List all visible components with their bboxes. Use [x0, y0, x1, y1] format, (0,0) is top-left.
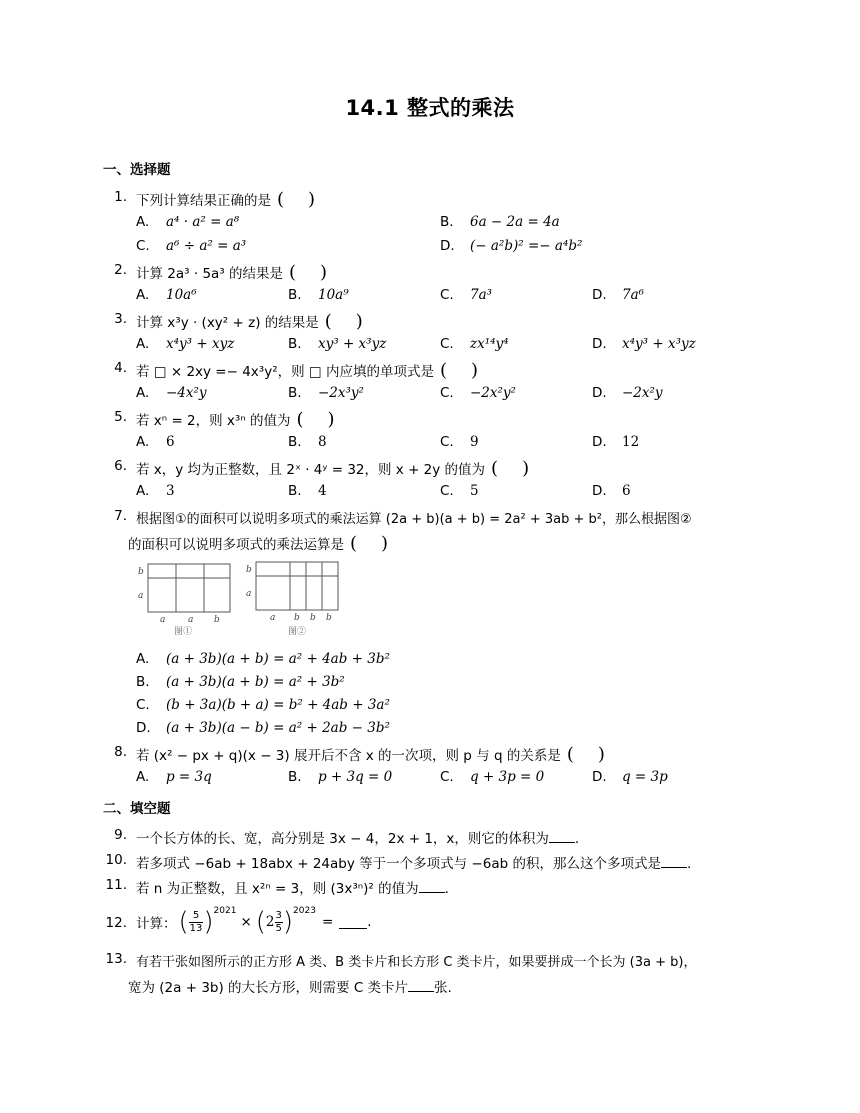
question-text: 若 x，y 均为正整数，且 2ˣ · 4ʸ = 32，则 x + 2y 的值为 ( ): [136, 458, 530, 479]
option-d[interactable]: D. q = 3p: [592, 769, 668, 785]
svg-text:a: a: [160, 615, 166, 625]
figure-1: [132, 558, 237, 640]
option-d[interactable]: D. (− a²b)² =− a⁴b²: [440, 238, 583, 254]
question-text: 若 □ × 2xy =− 4x³y²，则 □ 内应填的单项式是 ( ): [136, 360, 479, 381]
question-number: 5.: [114, 409, 127, 425]
option-a[interactable]: A. a⁴ · a² = a⁸: [136, 214, 240, 230]
question-number: 13.: [105, 951, 127, 967]
answer-blank[interactable]: [419, 880, 445, 893]
option-a[interactable]: A. −4x²y: [136, 385, 207, 401]
option-d[interactable]: D. 12: [592, 434, 640, 450]
option-b[interactable]: B. xy³ + x³yz: [288, 336, 387, 352]
fraction: 5 13: [189, 909, 203, 934]
option-a[interactable]: A. 10a⁶: [136, 287, 197, 303]
option-c[interactable]: C. a⁶ ÷ a² = a³: [136, 238, 247, 254]
section-heading-fill: 二、填空题: [103, 801, 171, 817]
question-text: 计算： ( 5 13 ) 2021 × ( 2 3 5 ) 2023 = .: [136, 906, 372, 937]
option-c[interactable]: C. −2x²y²: [440, 385, 516, 401]
svg-text:b: b: [310, 613, 316, 623]
question-number: 7.: [114, 508, 127, 524]
option-c[interactable]: C. q + 3p = 0: [440, 769, 545, 785]
question-text: 若 (x² − px + q)(x − 3) 展开后不含 x 的一次项，则 p 与 q 的关系是 ( ): [136, 744, 605, 765]
question-number: 4.: [114, 360, 127, 376]
option-b[interactable]: B. (a + 3b)(a + b) = a² + 3b²: [136, 674, 345, 690]
option-d[interactable]: D. −2x²y: [592, 385, 663, 401]
question-number: 10.: [105, 852, 127, 868]
answer-blank[interactable]: [408, 979, 434, 992]
figure-2: [244, 558, 344, 640]
question-number: 12.: [105, 915, 127, 931]
question-text: 计算 2a³ · 5a³ 的结果是 ( ): [136, 262, 328, 283]
option-d[interactable]: D. (a + 3b)(a − b) = a² + 2ab − 3b²: [136, 720, 390, 736]
svg-text:b: b: [214, 615, 220, 625]
answer-blank[interactable]: [339, 916, 367, 929]
option-d[interactable]: D. 6: [592, 483, 631, 499]
question-text: 有若干张如图所示的正方形 A 类、B 类卡片和长方形 C 类卡片，如果要拼成一个长为 (3a + b)，: [136, 955, 697, 970]
option-c[interactable]: C. 5: [440, 483, 479, 499]
question-number: 1.: [114, 189, 127, 205]
question-number: 9.: [114, 827, 127, 843]
figure-1-caption: 图①: [174, 627, 193, 637]
option-d[interactable]: D. 7a⁶: [592, 287, 645, 303]
svg-text:b: b: [294, 613, 300, 623]
page-title: 14.1 整式的乘法: [345, 96, 515, 120]
option-b[interactable]: B. 6a − 2a = 4a: [440, 214, 560, 230]
option-d[interactable]: D. x⁴y³ + x³yz: [592, 336, 696, 352]
answer-blank[interactable]: [549, 830, 575, 843]
option-c[interactable]: C. 7a³: [440, 287, 493, 303]
answer-blank[interactable]: [661, 855, 687, 868]
option-a[interactable]: A. x⁴y³ + xyz: [136, 336, 235, 352]
option-a[interactable]: A. (a + 3b)(a + b) = a² + 4ab + 3b²: [136, 651, 390, 667]
svg-text:a: a: [246, 589, 252, 599]
svg-text:b: b: [246, 565, 252, 575]
question-text: 计算 x³y · (xy² + z) 的结果是 ( ): [136, 311, 363, 332]
question-text: 根据图①的面积可以说明多项式的乘法运算 (2a + b)(a + b) = 2a² + 3ab + b²，那么根据图②: [136, 512, 692, 527]
option-c[interactable]: C. (b + 3a)(b + a) = b² + 4ab + 3a²: [136, 697, 390, 713]
svg-text:a: a: [188, 615, 194, 625]
svg-text:b: b: [138, 567, 144, 577]
option-b[interactable]: B. −2x³y²: [288, 385, 364, 401]
figure-2-caption: 图②: [288, 627, 307, 637]
question-text: 若 n 为正整数，且 x²ⁿ = 3，则 (3x³ⁿ)² 的值为 .: [136, 881, 449, 897]
svg-text:b: b: [326, 613, 332, 623]
fraction: 3 5: [275, 909, 282, 934]
option-c[interactable]: C. zx¹⁴y⁴: [440, 336, 509, 352]
question-number: 3.: [114, 311, 127, 327]
question-number: 2.: [114, 262, 127, 278]
question-number: 11.: [105, 877, 127, 893]
svg-text:a: a: [138, 591, 144, 601]
option-b[interactable]: B. 4: [288, 483, 327, 499]
option-a[interactable]: A. 3: [136, 483, 175, 499]
question-number: 8.: [114, 744, 127, 760]
question-text: 一个长方体的长、宽，高分别是 3x − 4，2x + 1，x，则它的体积为 .: [136, 831, 580, 847]
svg-text:a: a: [270, 613, 276, 623]
question-text-continued: 宽为 (2a + 3b) 的大长方形，则需要 C 类卡片 张.: [128, 980, 452, 996]
option-b[interactable]: B. 10a⁹: [288, 287, 349, 303]
option-a[interactable]: A. 6: [136, 434, 175, 450]
question-text: 下列计算结果正确的是 ( ): [136, 189, 316, 210]
question-number: 6.: [114, 458, 127, 474]
option-b[interactable]: B. p + 3q = 0: [288, 769, 393, 785]
question-text-continued: 的面积可以说明多项式的乘法运算是 ( ): [128, 533, 389, 554]
question-text: 若 xⁿ = 2，则 x³ⁿ 的值为 ( ): [136, 409, 335, 430]
option-b[interactable]: B. 8: [288, 434, 327, 450]
option-a[interactable]: A. p = 3q: [136, 769, 212, 785]
question-text: 若多项式 −6ab + 18abx + 24aby 等于一个多项式与 −6ab 的积，那么这个多项式是 .: [136, 856, 692, 872]
option-c[interactable]: C. 9: [440, 434, 479, 450]
section-heading-choice: 一、选择题: [103, 162, 171, 178]
